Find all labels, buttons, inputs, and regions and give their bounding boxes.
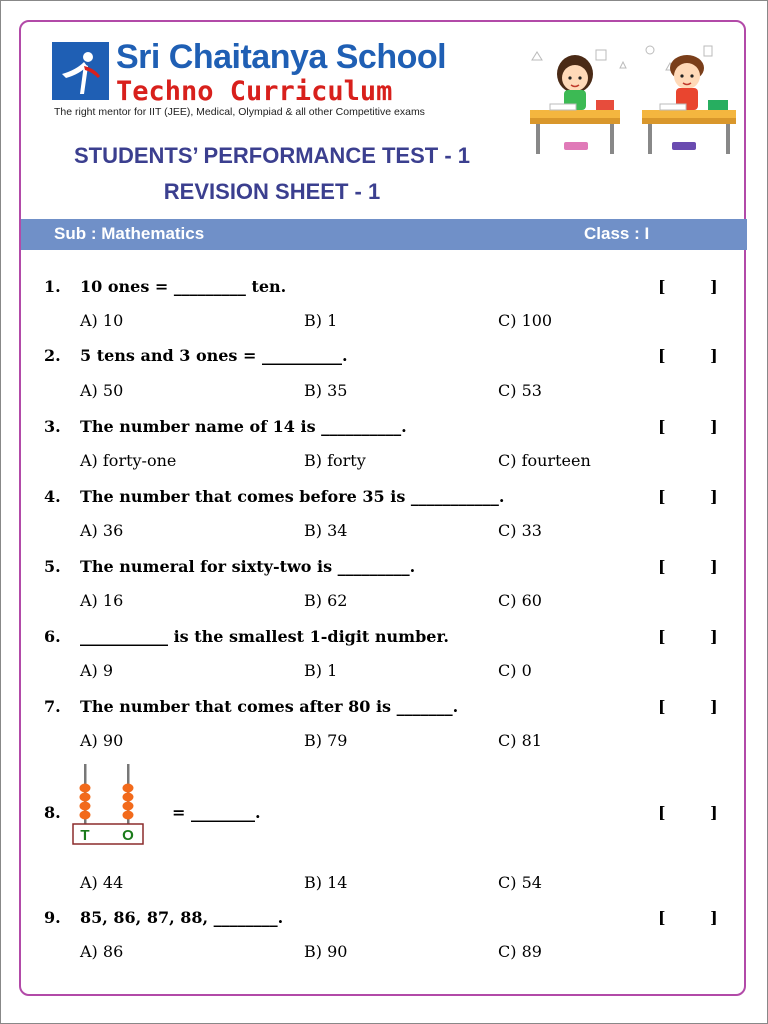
option-c: C) 89 <box>498 942 542 961</box>
option-a: A) forty-one <box>80 451 177 470</box>
school-name: Sri Chaitanya School <box>116 38 447 76</box>
option-b: B) 34 <box>304 521 348 540</box>
question-text: The number name of 14 is __________. <box>80 417 407 436</box>
question-number: 8. <box>44 803 61 822</box>
question-number: 6. <box>44 627 61 646</box>
option-a: A) 36 <box>80 521 124 540</box>
option-b: B) 14 <box>304 873 348 892</box>
option-a: A) 9 <box>80 661 114 680</box>
option-c: C) 53 <box>498 381 542 400</box>
question-text: 5 tens and 3 ones = __________. <box>80 346 348 365</box>
option-b: B) 79 <box>304 731 348 750</box>
school-logo <box>52 42 109 100</box>
answer-bracket: [ ] <box>658 908 718 927</box>
program-name: Techno Curriculum <box>116 76 393 107</box>
question-number: 9. <box>44 908 61 927</box>
abacus-label-ones: O <box>122 827 134 844</box>
question-text: The number that comes after 80 is _______. <box>80 697 459 716</box>
question-number: 4. <box>44 487 61 506</box>
question-text: 85, 86, 87, 88, ________. <box>80 908 284 927</box>
option-c: C) 100 <box>498 311 553 330</box>
question-number: 7. <box>44 697 61 716</box>
tagline: The right mentor for IIT (JEE), Medical, Olympiad & all other Competitive exams <box>54 106 425 118</box>
option-b: B) 1 <box>304 661 338 680</box>
option-c: C) 60 <box>498 591 542 610</box>
option-b: B) 90 <box>304 942 348 961</box>
question-text: The number that comes before 35 is ___________. <box>80 487 505 506</box>
question-text: 10 ones = _________ ten. <box>80 277 287 296</box>
test-title: STUDENTS’ PERFORMANCE TEST - 1 <box>73 143 471 168</box>
option-a: A) 16 <box>80 591 124 610</box>
answer-bracket: [ ] <box>658 557 718 576</box>
abacus-image <box>72 764 146 846</box>
question-number: 5. <box>44 557 61 576</box>
answer-bracket: [ ] <box>658 277 718 296</box>
answer-bracket: [ ] <box>658 803 718 822</box>
answer-bracket: [ ] <box>658 697 718 716</box>
option-c: C) 54 <box>498 873 542 892</box>
option-c: C) 0 <box>498 661 532 680</box>
option-a: A) 90 <box>80 731 124 750</box>
option-a: A) 50 <box>80 381 124 400</box>
option-b: B) forty <box>304 451 366 470</box>
students-illustration <box>520 38 740 162</box>
subject-label: Sub : Mathematics <box>54 224 205 243</box>
abacus-label-tens: T <box>80 827 90 844</box>
question-text: ___________ is the smallest 1-digit number. <box>80 627 449 646</box>
option-b: B) 35 <box>304 381 348 400</box>
answer-bracket: [ ] <box>658 346 718 365</box>
option-c: C) 81 <box>498 731 542 750</box>
option-b: B) 62 <box>304 591 348 610</box>
class-label: Class : I <box>584 224 650 243</box>
question-number: 1. <box>44 277 61 296</box>
option-a: A) 44 <box>80 873 124 892</box>
answer-bracket: [ ] <box>658 487 718 506</box>
question-number: 3. <box>44 417 61 436</box>
question-text: The numeral for sixty-two is _________. <box>80 557 416 576</box>
answer-bracket: [ ] <box>658 417 718 436</box>
option-a: A) 10 <box>80 311 124 330</box>
option-c: C) fourteen <box>498 451 591 470</box>
option-b: B) 1 <box>304 311 338 330</box>
question-number: 2. <box>44 346 61 365</box>
answer-bracket: [ ] <box>658 627 718 646</box>
sheet-title: REVISION SHEET - 1 <box>163 179 381 204</box>
question-text: = ________. <box>172 803 261 822</box>
option-a: A) 86 <box>80 942 124 961</box>
option-c: C) 33 <box>498 521 542 540</box>
